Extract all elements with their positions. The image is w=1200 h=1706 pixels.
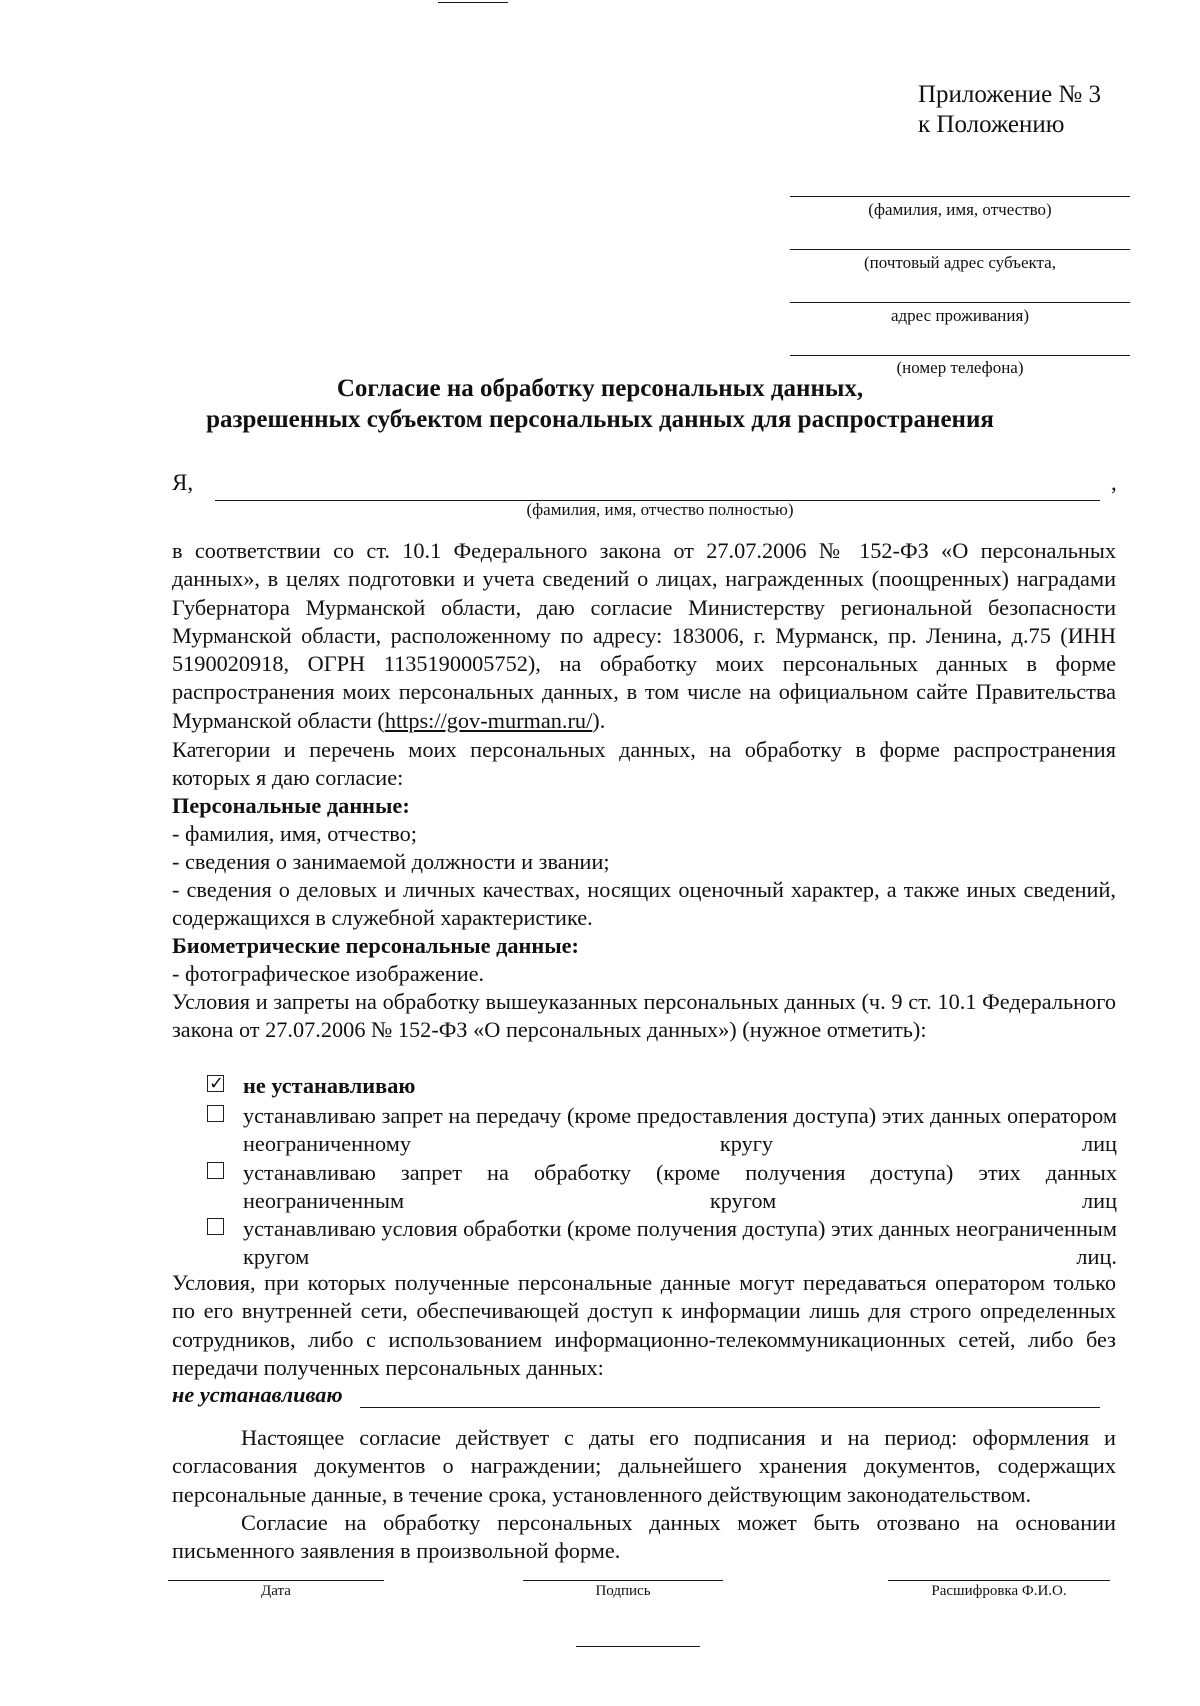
residence-address-field[interactable] (790, 302, 1130, 303)
signature-field[interactable] (523, 1580, 723, 1581)
fio-caption: (фамилия, имя, отчество) (868, 200, 1052, 219)
checkbox-checked-icon[interactable]: ✓ (209, 1073, 225, 1094)
phone-caption: (номер телефона) (896, 358, 1024, 377)
footer-rule (576, 1646, 700, 1647)
option-label: устанавливаю условия обработки (кроме получения доступа) этих данных неограниченным кругом лиц. (243, 1216, 1117, 1270)
scan-mark (438, 2, 508, 3)
categories-intro: Категории и перечень моих персональных данных, на обработку в форме распространения которых я даю согласие: (172, 737, 1116, 791)
option-processing-conditions[interactable] (207, 1215, 1117, 1272)
option-not-set[interactable] (207, 1072, 1117, 1100)
postal-address-field[interactable] (790, 249, 1130, 250)
option-label: устанавливаю запрет на передачу (кроме предоставления доступа) этих данных оператором неограниченному кругу лиц (243, 1103, 1117, 1157)
phone-field[interactable] (790, 355, 1130, 356)
checkbox-empty-icon[interactable] (207, 1162, 224, 1179)
name-decoding-caption: Расшифровка Ф.И.О. (931, 1583, 1067, 1599)
document-title (100, 373, 1100, 435)
consent-tail: ). (592, 707, 606, 733)
conditions-intro: Условия и запреты на обработку вышеуказанных персональных данных (ч. 9 ст. 10.1 Федерального закона от 27.07.2006 № 152-ФЗ «О персональных данных») (нужное отметить): (172, 989, 1116, 1043)
date-caption: Дата (261, 1583, 291, 1599)
appendix-label (918, 80, 1168, 140)
personal-item-2: - сведения о занимаемой должности и звании; (172, 849, 610, 874)
option-label: устанавливаю запрет на обработку (кроме получения доступа) этих данных неограниченным кругом лиц (243, 1160, 1117, 1214)
appendix-line1: Приложение № 3 (918, 81, 1102, 108)
consent-text: в соответствии со ст. 10.1 Федерального закона от 27.07.2006 № 152-ФЗ «О персональных данных», в целях подготовки и учета сведений о лицах, награжденных (поощренных) наградами Губернатора Мурманской области, даю согласие Министерству региональной безопасности Мурманской области, расположенному по адресу: 183006, г. Мурманск, пр. Ленина, д.75 (ИНН 5190020918, ОГРН 1135190005752), на обработку моих персональных данных в форме распространения моих персональных данных, в том числе на официальном сайте Правительства Мурманской области ( (172, 538, 1116, 733)
fio-field[interactable] (790, 196, 1130, 197)
option-transfer-ban[interactable] (207, 1102, 1117, 1159)
personal-heading: Персональные данные: (172, 793, 410, 818)
option-label: не устанавливаю (243, 1073, 416, 1098)
personal-item-3: - сведения о деловых и личных качествах, носящих оценочный характер, а также иных сведений, содержащихся в служебной характеристике. (172, 877, 1116, 931)
date-field[interactable] (168, 1580, 384, 1581)
biometric-item-1: - фотографическое изображение. (172, 961, 485, 986)
checkbox-empty-icon[interactable] (207, 1218, 224, 1235)
network-answer-field[interactable] (360, 1407, 1100, 1408)
declarant-comma: , (1111, 470, 1117, 495)
postal-caption: (почтовый адрес субъекта, (864, 253, 1056, 272)
declarant-caption: (фамилия, имя, отчество полностью) (526, 500, 794, 519)
biometric-heading: Биометрические персональные данные: (172, 933, 579, 958)
name-decoding-field[interactable] (888, 1580, 1110, 1581)
title-line2: разрешенных субъектом персональных данных для распространения (206, 406, 994, 433)
declarant-prefix: Я, (172, 470, 194, 495)
appendix-line2: к Положению (918, 111, 1065, 138)
validity-paragraph-1: Настоящее согласие действует с даты его подписания и на период: оформления и согласования документов о награждении; дальнейшего хранения документов, содержащих персональные данные, в течение срока, установленного действующим законодательством. (172, 1425, 1116, 1507)
title-line1: Согласие на обработку персональных данных, (336, 375, 864, 402)
consent-link[interactable]: https://gov-murman.ru/ (384, 707, 593, 733)
consent-paragraph (172, 537, 1116, 735)
residence-caption: адрес проживания) (890, 306, 1029, 325)
network-conditions-text: Условия, при которых полученные персональные данные могут передаваться оператором только по его внутренней сети, обеспечивающей доступ к информации лишь для строго определенных сотрудников, либо с использованием информационно-телекоммуникационных сетей, либо без передачи полученных персональных данных: (172, 1270, 1116, 1380)
option-processing-ban[interactable] (207, 1159, 1117, 1216)
signature-caption: Подпись (595, 1583, 651, 1599)
checkbox-empty-icon[interactable] (207, 1105, 224, 1122)
personal-item-1: - фамилия, имя, отчество; (172, 821, 417, 846)
validity-paragraph-2: Согласие на обработку персональных данных может быть отозвано на основании письменного заявления в произвольной форме. (172, 1510, 1116, 1564)
network-conditions-answer: не устанавливаю (172, 1382, 343, 1407)
